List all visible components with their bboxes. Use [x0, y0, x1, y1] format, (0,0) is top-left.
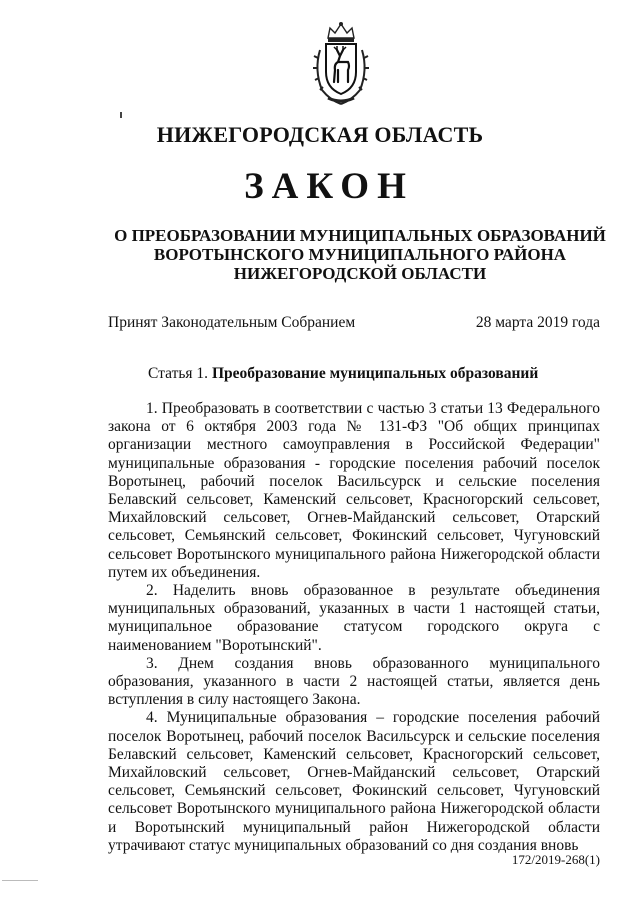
adoption-date: 28 марта 2019 года — [475, 314, 600, 331]
adopted-by: Принят Законодательным Собранием — [108, 314, 356, 331]
scan-speck — [2, 880, 38, 881]
paragraph-4: 4. Муниципальные образования – городские поселения рабочий поселок Воротынец, рабочий поселок Васильсурск и сельские поселения Белавский сельсовет, Каменский сельсовет, Красногорский сельсовет, Михайловский сельсовет, Огнев-Майданский сельсовет, Отарский сельсовет, Семьянский сельсовет, Фокинский сельсовет, Чугуновский сельсовет Воротынского муниципального района Нижегородской области и Воротынский муниципальный район Нижегородской области утрачивают статус муниципальных образований со дня создания вновь — [108, 709, 600, 854]
article-body — [108, 400, 600, 855]
coat-of-arms-icon — [310, 20, 372, 106]
law-title — [70, 226, 640, 283]
law-title-line-1: О ПРЕОБРАЗОВАНИИ МУНИЦИПАЛЬНЫХ ОБРАЗОВАНИЙ — [114, 226, 606, 245]
document-code: 172/2019-268(1) — [511, 852, 600, 867]
article-heading — [148, 365, 538, 383]
law-title-line-3: НИЖЕГОРОДСКОЙ ОБЛАСТИ — [233, 264, 487, 283]
document-type: ЗАКОН — [244, 166, 414, 207]
region-name: НИЖЕГОРОДСКАЯ ОБЛАСТЬ — [156, 122, 484, 147]
article-label: Статья 1. — [148, 365, 209, 382]
law-title-line-2: ВОРОТЫНСКОГО МУНИЦИПАЛЬНОГО РАЙОНА — [153, 245, 567, 264]
paragraph-3: 3. Днем создания вновь образованного муниципального образования, указанного в части 2 настоящей статьи, является день вступления в силу настоящего Закона. — [108, 654, 600, 709]
article-title: Преобразование муниципальных образований — [211, 365, 539, 382]
scan-speck — [120, 112, 122, 118]
paragraph-1: 1. Преобразовать в соответствии с частью 3 статьи 13 Федерального закона от 6 октября 2003 года № 131-ФЗ "Об общих принципах организации местного самоуправления в Российской Федерации" муниципальные образования - городские поселения рабочий поселок Воротынец, рабочий поселок Васильсурск и сельские поселения Белавский сельсовет, Каменский сельсовет, Красногорский сельсовет, Михайловский сельсовет, Огнев-Майданский сельсовет, Отарский сельсовет, Семьянский сельсовет, Фокинский сельсовет, Чугуновский сельсовет Воротынского муниципального района Нижегородской области путем их объединения. — [108, 400, 600, 581]
paragraph-2: 2. Наделить вновь образованное в результате объединения муниципальных образований, указанных в части 1 настоящей статьи, муниципальное образование статусом городского округа с наименованием "Воротынский". — [108, 582, 600, 654]
